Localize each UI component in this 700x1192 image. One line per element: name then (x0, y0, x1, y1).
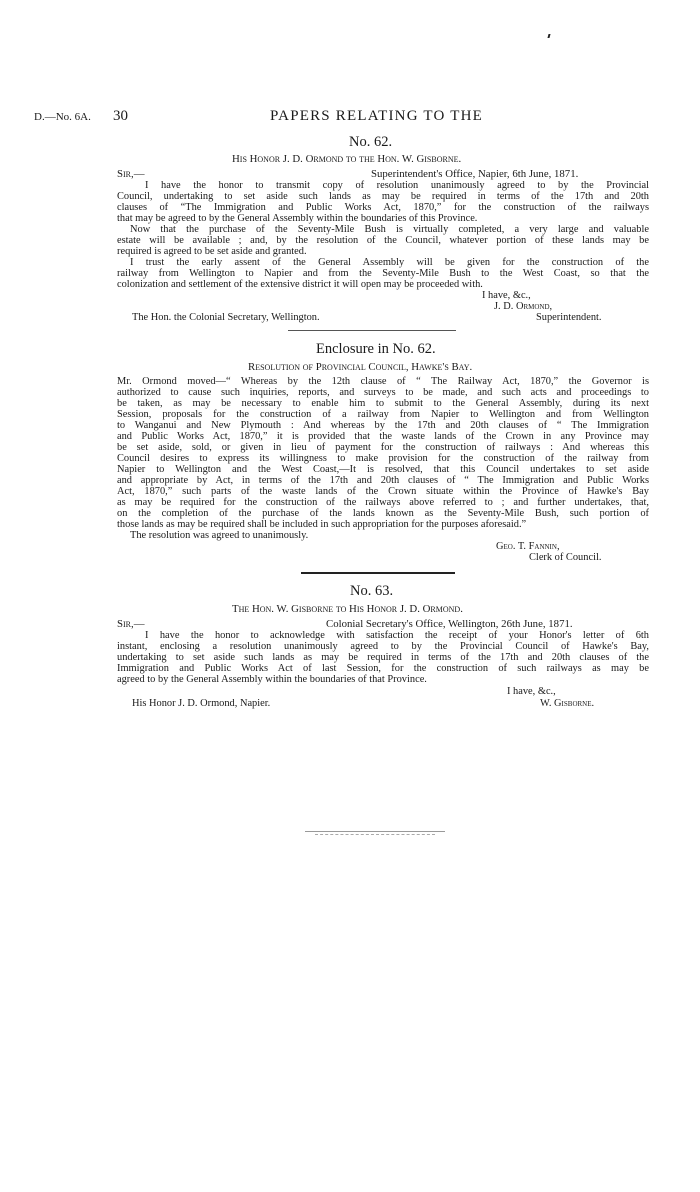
resolution-line: Act, 1870,” such parts of the waste lands of the Crown situate within the Province of Hawke's Bay (117, 486, 649, 497)
letter-62-line: colonization and settlement of the extensive district it will open may be proceeded with. (117, 279, 483, 290)
enclosure-heading: Resolution of Provincial Council, Hawke's Bay. (248, 361, 473, 373)
resolution-line: Council desires to express its willingness to make provision for the construction of the railway from (117, 453, 649, 464)
document-series: D.—No. 6A. (34, 111, 91, 123)
letter-62-line: railway from Wellington to Napier and from the Seventy-Mile Bush to the West Coast, so that the (117, 268, 649, 279)
letter-62-address: Superintendent's Office, Napier, 6th June, 1871. (371, 168, 579, 180)
letter-62-signature: J. D. Ormond, (494, 301, 553, 312)
ink-mark (547, 34, 550, 38)
resolution-line: Napier to Wellington and the West Coast,—It is resolved, that this Council undertakes to set aside (117, 464, 649, 475)
footer-ornament-line (305, 831, 445, 832)
resolution-line: to Wanganui and New Plymouth : And whereas by the 17th and 20th clauses of “ The Immigration (117, 420, 649, 431)
letter-62-number: No. 62. (349, 134, 393, 150)
section-divider (288, 330, 456, 331)
resolution-line: be set aside, sold, or given in lieu of payment for the construction of railways : And whereas this (117, 442, 649, 453)
letter-62-heading: His Honor J. D. Ormond to the Hon. W. Gisborne. (232, 153, 462, 165)
page-number: 30 (113, 108, 128, 124)
letter-62-line: clauses of “The Immigration and Public Works Act, 1870,” for the construction of the railways (117, 202, 649, 213)
letter-63-line: Immigration and Public Works Act of last Session, for the construction of such railways as may be (117, 663, 649, 674)
letter-62-line: I trust the early assent of the General Assembly will be given for the construction of the (130, 257, 649, 268)
letter-63-line: instant, enclosing a resolution unanimously agreed to by the Provincial Council of Hawke's Bay, (117, 641, 649, 652)
letter-63-address: Colonial Secretary's Office, Wellington, 26th June, 1871. (326, 618, 573, 630)
enclosure-signature: Geo. T. Fannin, (496, 541, 560, 552)
letter-63-line: I have the honor to acknowledge with satisfaction the receipt of your Honor's letter of 6th (145, 630, 649, 641)
letter-62-closing: I have, &c., (482, 290, 531, 301)
resolution-line: be taken, as may be necessary to enable him to submit to the General Assembly, during its next (117, 398, 649, 409)
letter-62-salutation: Sir,— (117, 168, 145, 180)
footer-ornament-line (315, 834, 435, 835)
letter-63-addressee: His Honor J. D. Ormond, Napier. (132, 698, 271, 709)
letter-63-line: agreed to by the General Assembly within the boundaries of that Province. (117, 674, 427, 685)
section-divider (301, 572, 455, 574)
resolution-line: and appropriate by Act, in terms of the 17th and 20th clauses of “ The Immigration and Public Works (117, 475, 649, 486)
resolution-line: and Public Works Act, 1870,” it is provided that the waste lands of the Crown in any Province may (117, 431, 649, 442)
page-title: PAPERS RELATING TO THE (270, 108, 483, 124)
letter-63-salutation: Sir,— (117, 618, 145, 630)
letter-63-number: No. 63. (350, 583, 394, 599)
letter-63-line: undertaking to set aside such lands as may be required in terms of the 17th and 20th clauses of the (117, 652, 649, 663)
resolution-line: as may be required for the construction of the railways above referred to ; and further undertakes, that, (117, 497, 649, 508)
resolution-line: Session, proposals for the construction of a railway from Napier to Wellington and from Wellington (117, 409, 649, 420)
letter-62-signature-title: Superintendent. (536, 312, 602, 323)
letter-62-line: Now that the purchase of the Seventy-Mile Bush is virtually completed, a very large and valuable (130, 224, 649, 235)
letter-62-line: that may be agreed to by the General Assembly within the boundaries of this Province. (117, 213, 478, 224)
resolution-line: on the completion of the purchase of the lands known as the Seventy-Mile Bush, such portion of (117, 508, 649, 519)
letter-62-line: estate will be available ; and, by the resolution of the Council, whatever portion of these lands may be (117, 235, 649, 246)
resolution-line: authorized to cause such inquiries, reports, and surveys to be made, and such acts and proceedings to (117, 387, 649, 398)
resolution-line: those lands as may be required shall be included in such appropriation for the purposes aforesaid.” (117, 519, 527, 530)
letter-63-heading: The Hon. W. Gisborne to His Honor J. D. Ormond. (232, 603, 463, 615)
resolution-result: The resolution was agreed to unanimously. (130, 530, 309, 541)
resolution-line: Mr. Ormond moved—“ Whereas by the 12th clause of “ The Railway Act, 1870,” the Governor is (117, 376, 649, 387)
letter-63-signature: W. Gisborne. (540, 698, 595, 709)
letter-62-line: I have the honor to transmit copy of resolution unanimously agreed to by the Provincial (145, 180, 649, 191)
enclosure-signature-title: Clerk of Council. (529, 552, 602, 563)
letter-63-closing: I have, &c., (507, 686, 556, 697)
letter-62-line: Council, undertaking to set aside such lands as may be required in terms of the 17th and 20th (117, 191, 649, 202)
letter-62-line: required is agreed to be set aside and granted. (117, 246, 307, 257)
letter-62-addressee: The Hon. the Colonial Secretary, Wellington. (132, 312, 320, 323)
enclosure-title: Enclosure in No. 62. (316, 341, 436, 357)
